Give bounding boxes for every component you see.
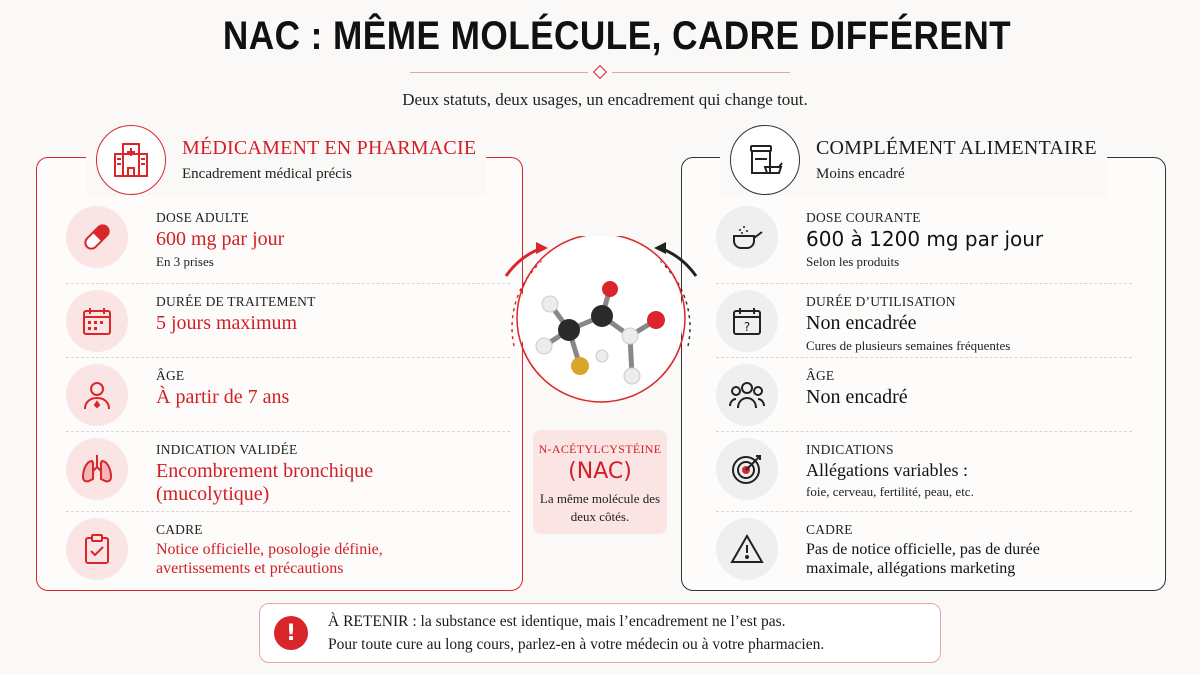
scoop-icon xyxy=(716,206,778,268)
list-item xyxy=(66,358,510,432)
list-item xyxy=(66,284,510,358)
row-label: DURÉE DE TRAITEMENT xyxy=(156,294,316,309)
row-note: Selon les produits xyxy=(806,254,900,269)
takeaway-line-1: À RETENIR : la substance est identique, mais l’encadrement ne l’est pas. xyxy=(328,612,786,630)
row-label: DOSE ADULTE xyxy=(156,210,249,225)
molecule-name: N-ACÉTYLCYSTÉINE xyxy=(538,442,662,456)
row-value: Non encadrée xyxy=(806,312,917,334)
hospital-icon xyxy=(96,125,166,195)
list-item xyxy=(716,512,1132,592)
row-value: 600 mg par jour xyxy=(156,228,285,250)
list-item xyxy=(716,284,1132,358)
key-takeaway-box xyxy=(259,603,941,663)
list-item xyxy=(716,432,1132,512)
row-label: DURÉE D’UTILISATION xyxy=(806,294,956,309)
lungs-icon xyxy=(66,438,128,500)
row-value: Notice officielle, posologie définie, avertissements et précautions xyxy=(156,541,383,578)
row-value: Non encadré xyxy=(806,386,908,408)
supplement-subtitle: Moins encadré xyxy=(816,166,905,182)
row-value: Pas de notice officielle, pas de durée maximale, allégations marketing xyxy=(806,541,1040,578)
pharmacy-rows xyxy=(66,200,510,592)
molecule-card xyxy=(533,430,667,534)
clipboard-check-icon xyxy=(66,518,128,580)
pharmacy-panel-header xyxy=(86,124,486,196)
row-value: 600 à 1200 mg par jour xyxy=(806,227,1044,251)
page-title: NAC : MÊME MOLÉCULE, CADRE DIFFÉRENT xyxy=(222,14,1012,58)
list-item xyxy=(716,200,1132,284)
row-note: En 3 prises xyxy=(156,254,214,269)
list-item xyxy=(66,200,510,284)
takeaway-line-2: Pour toute cure au long cours, parlez-en à votre médecin ou à votre pharmacien. xyxy=(328,636,825,653)
row-label: INDICATIONS xyxy=(806,442,894,457)
group-icon xyxy=(716,364,778,426)
calendar-question-icon xyxy=(716,290,778,352)
row-label: ÂGE xyxy=(806,368,835,383)
capsule-icon xyxy=(66,206,128,268)
list-item xyxy=(66,512,510,592)
warning-icon xyxy=(716,518,778,580)
alert-icon: ! xyxy=(274,616,308,650)
row-label: CADRE xyxy=(806,522,853,537)
supplement-jar-icon xyxy=(730,125,800,195)
pharmacy-subtitle: Encadrement médical précis xyxy=(182,166,352,182)
row-note: Cures de plusieurs semaines fréquentes xyxy=(806,338,1011,353)
row-value: À partir de 7 ans xyxy=(156,386,290,408)
supplement-panel-header xyxy=(720,124,1107,196)
svg-text:?: ? xyxy=(743,320,751,334)
row-note: foie, cerveau, fertilité, peau, etc. xyxy=(806,483,974,499)
molecule-abbr: (NAC) xyxy=(568,459,632,484)
row-value: Allégations variables : xyxy=(806,460,968,480)
pharmacy-title: MÉDICAMENT EN PHARMACIE xyxy=(182,137,477,159)
calendar-icon xyxy=(66,290,128,352)
target-icon xyxy=(716,438,778,500)
person-icon xyxy=(66,364,128,426)
row-value: 5 jours maximum xyxy=(156,312,298,334)
page-subtitle: Deux statuts, deux usages, un encadrement qui change tout. xyxy=(402,90,808,109)
molecule-illustration xyxy=(490,236,712,406)
row-value: Encombrement bronchique (mucolytique) xyxy=(156,460,374,505)
title-divider xyxy=(410,64,790,80)
supplement-rows xyxy=(716,200,1132,592)
row-label: INDICATION VALIDÉE xyxy=(156,442,298,457)
molecule-desc: La même molécule des deux côtés. xyxy=(539,491,661,524)
row-label: ÂGE xyxy=(156,368,185,383)
list-item xyxy=(66,432,510,512)
row-label: DOSE COURANTE xyxy=(806,210,921,225)
supplement-title: COMPLÉMENT ALIMENTAIRE xyxy=(816,137,1097,159)
list-item xyxy=(716,358,1132,432)
row-label: CADRE xyxy=(156,522,203,537)
